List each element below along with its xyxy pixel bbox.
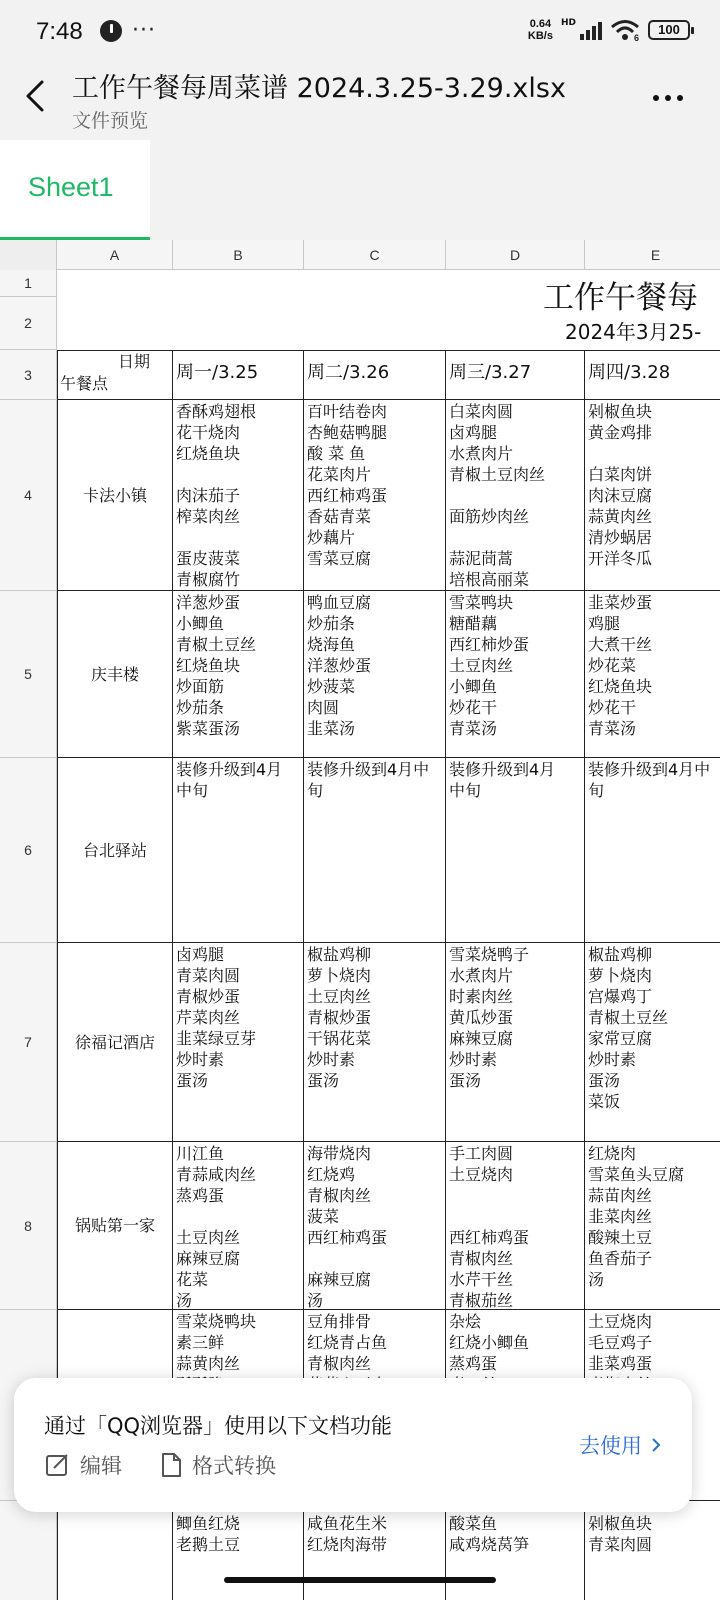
- file-subtitle: 文件预览: [72, 110, 149, 132]
- menu-cell[interactable]: 韭菜炒蛋 鸡腿 大煮干丝 炒花菜 红烧鱼块 炒花干 青菜汤: [585, 591, 720, 758]
- restaurant-name-cell[interactable]: 庆丰楼: [57, 591, 173, 758]
- sheet-tab-bar: [0, 140, 720, 240]
- menu-cell[interactable]: 红烧肉 雪菜鱼头豆腐 蒜苗肉丝 韭菜肉丝 酸辣土豆 鱼香茄子 汤: [585, 1142, 720, 1310]
- column-header-e[interactable]: E: [585, 240, 720, 270]
- menu-cell[interactable]: 洋葱炒蛋 小鲫鱼 青椒土豆丝 红烧鱼块 炒面筋 炒茄条 紫菜蛋汤: [173, 591, 304, 758]
- edit-action[interactable]: [44, 1450, 122, 1480]
- format-convert-label: 格式转换: [192, 1454, 276, 1478]
- home-indicator[interactable]: [224, 1577, 496, 1583]
- restaurant-name-cell[interactable]: 台北驿站: [57, 758, 173, 943]
- menu-cell[interactable]: 装修升级到4月中 旬: [585, 758, 720, 943]
- wifi-badge: 6: [634, 33, 640, 41]
- column-header-c[interactable]: C: [304, 240, 446, 270]
- title-bar: [0, 64, 720, 140]
- menu-cell[interactable]: 海带烧肉 红烧鸡 青椒肉丝 菠菜 西红柿鸡蛋 麻辣豆腐 汤: [304, 1142, 446, 1310]
- cellular-signal-icon: [580, 20, 602, 40]
- menu-cell[interactable]: 手工肉圆 土豆烧肉 西红柿鸡蛋 青椒肉丝 水芹干丝 青椒茄丝: [446, 1142, 585, 1310]
- network-speed: [528, 18, 553, 42]
- column-header-b[interactable]: B: [173, 240, 304, 270]
- menu-cell[interactable]: 土豆烧肉 毛豆鸡子 韭菜鸡蛋: [585, 1310, 720, 1501]
- menu-cell[interactable]: 装修升级到4月 中旬: [173, 758, 304, 943]
- qq-browser-promo-card: [14, 1378, 692, 1512]
- day-header-tue[interactable]: 周二/3.26: [304, 350, 446, 400]
- row-header-2[interactable]: 2: [0, 297, 57, 350]
- battery-icon: 100: [648, 20, 690, 40]
- menu-cell[interactable]: 剁椒鱼块 黄金鸡排 白菜肉饼 肉沫豆腐 蒜黄肉丝 清炒蜗居 开洋冬瓜: [585, 400, 720, 591]
- menu-cell[interactable]: 咸鱼花生米 红烧肉海带: [304, 1501, 446, 1600]
- menu-cell[interactable]: 白菜肉圆 卤鸡腿 水煮肉片 青椒土豆肉丝 面筋炒肉丝 蒜泥茼蒿 培根高丽菜: [446, 400, 585, 591]
- day-header-thu[interactable]: 周四/3.28: [585, 350, 720, 400]
- menu-cell[interactable]: 酸菜鱼 咸鸡烧莴笋: [446, 1501, 585, 1600]
- row-header-10[interactable]: [0, 1501, 57, 1600]
- menu-cell[interactable]: 川江鱼 青蒜咸肉丝 蒸鸡蛋 土豆肉丝 麻辣豆腐 花菜 汤: [173, 1142, 304, 1310]
- menu-cell[interactable]: 椒盐鸡柳 萝卜烧肉 土豆肉丝 青椒炒蛋 干锅花菜 炒时素 蛋汤: [304, 943, 446, 1142]
- network-speed-unit: KB/s: [527, 30, 553, 42]
- edit-icon: [44, 1452, 70, 1478]
- column-header-d[interactable]: D: [446, 240, 585, 270]
- status-time: 7:48: [36, 18, 83, 45]
- menu-cell[interactable]: 香酥鸡翅根 花干烧肉 红烧鱼块 肉沫茄子 榨菜肉丝 蛋皮菠菜 青椒腐竹: [173, 400, 304, 591]
- status-bar: [0, 0, 720, 64]
- row-header-6[interactable]: 6: [0, 758, 57, 943]
- restaurant-name-cell[interactable]: 徐福记酒店: [57, 943, 173, 1142]
- edit-label: 编辑: [80, 1454, 122, 1478]
- menu-cell[interactable]: 杂烩 红烧小鲫鱼 蒸鸡蛋: [446, 1310, 585, 1501]
- menu-cell[interactable]: 豆角排骨 红烧青占鱼 青椒肉丝: [304, 1310, 446, 1501]
- promo-title: 通过「QQ浏览器」使用以下文档功能: [44, 1414, 393, 1438]
- document-icon: [160, 1452, 182, 1478]
- go-use-label: 去使用: [579, 1434, 642, 1458]
- menu-cell[interactable]: 鲫鱼红烧 老鹅土豆: [173, 1501, 304, 1600]
- file-title: 工作午餐每周菜谱 2024.3.25-3.29.xlsx: [72, 73, 566, 104]
- row-header-4[interactable]: 4: [0, 400, 57, 591]
- row-header-7[interactable]: 7: [0, 943, 57, 1142]
- menu-cell[interactable]: 装修升级到4月中 旬: [304, 758, 446, 943]
- day-header-wed[interactable]: 周三/3.27: [446, 350, 585, 400]
- hd-badge: HD: [560, 18, 576, 28]
- sheet-subtitle[interactable]: 2024年3月25-: [565, 320, 702, 344]
- menu-cell[interactable]: 剁椒鱼块 青菜肉圆: [585, 1501, 720, 1600]
- more-options-icon[interactable]: [650, 78, 686, 114]
- network-speed-value: 0.64: [529, 18, 552, 30]
- row-header-1[interactable]: 1: [0, 270, 57, 297]
- menu-cell[interactable]: 卤鸡腿 青菜肉圆 青椒炒蛋 芹菜肉丝 韭菜绿豆芽 炒时素 蛋汤: [173, 943, 304, 1142]
- day-header-mon[interactable]: 周一/3.25: [173, 350, 304, 400]
- chevron-right-icon: [650, 1436, 662, 1454]
- select-all-corner[interactable]: [0, 240, 57, 270]
- status-left-icons: [100, 20, 156, 42]
- tab-sheet1-label: Sheet1: [28, 172, 114, 202]
- row-header-5[interactable]: 5: [0, 591, 57, 758]
- menu-cell[interactable]: 雪菜烧鸭块 素三鲜 蒜黄肉丝: [173, 1310, 304, 1501]
- restaurant-name-cell[interactable]: 锅贴第一家: [57, 1142, 173, 1310]
- menu-cell[interactable]: 雪菜鸭块 糖醋藕 西红柿炒蛋 土豆肉丝 小鲫鱼 炒花干 青菜汤: [446, 591, 585, 758]
- corner-date-label: 日期: [118, 352, 151, 371]
- status-more-icon: ···: [132, 18, 156, 43]
- restaurant-name-cell[interactable]: 卡法小镇: [57, 400, 173, 591]
- menu-cell[interactable]: 椒盐鸡柳 萝卜烧肉 宫爆鸡丁 青椒土豆丝 家常豆腐 炒时素 蛋汤 菜饭: [585, 943, 720, 1142]
- menu-cell[interactable]: 装修升级到4月 中旬: [446, 758, 585, 943]
- format-convert-action[interactable]: [160, 1450, 276, 1480]
- menu-cell[interactable]: 雪菜烧鸭子 水煮肉片 时素肉丝 黄瓜炒蛋 麻辣豆腐 炒时素 蛋汤: [446, 943, 585, 1142]
- tab-sheet1[interactable]: [0, 140, 150, 240]
- corner-point-label: 午餐点: [60, 374, 109, 393]
- menu-cell[interactable]: 鸭血豆腐 炒茄条 烧海鱼 洋葱炒蛋 炒菠菜 肉圆 韭菜汤: [304, 591, 446, 758]
- back-icon[interactable]: [18, 76, 58, 116]
- status-right-icons: [528, 18, 690, 42]
- row-header-8[interactable]: 8: [0, 1142, 57, 1310]
- row-header-3[interactable]: 3: [0, 350, 57, 400]
- notification-icon: [100, 20, 122, 42]
- menu-cell[interactable]: 百叶结卷肉 杏鲍菇鸭腿 酸 菜 鱼 花菜肉片 西红柿鸡蛋 香菇青菜 炒藕片 雪菜豆腐: [304, 400, 446, 591]
- go-use-button[interactable]: [579, 1430, 662, 1460]
- restaurant-name-cell[interactable]: [57, 1501, 173, 1600]
- sheet-title[interactable]: 工作午餐每: [543, 280, 698, 316]
- column-header-a[interactable]: A: [57, 240, 173, 270]
- wifi-icon: [610, 19, 640, 41]
